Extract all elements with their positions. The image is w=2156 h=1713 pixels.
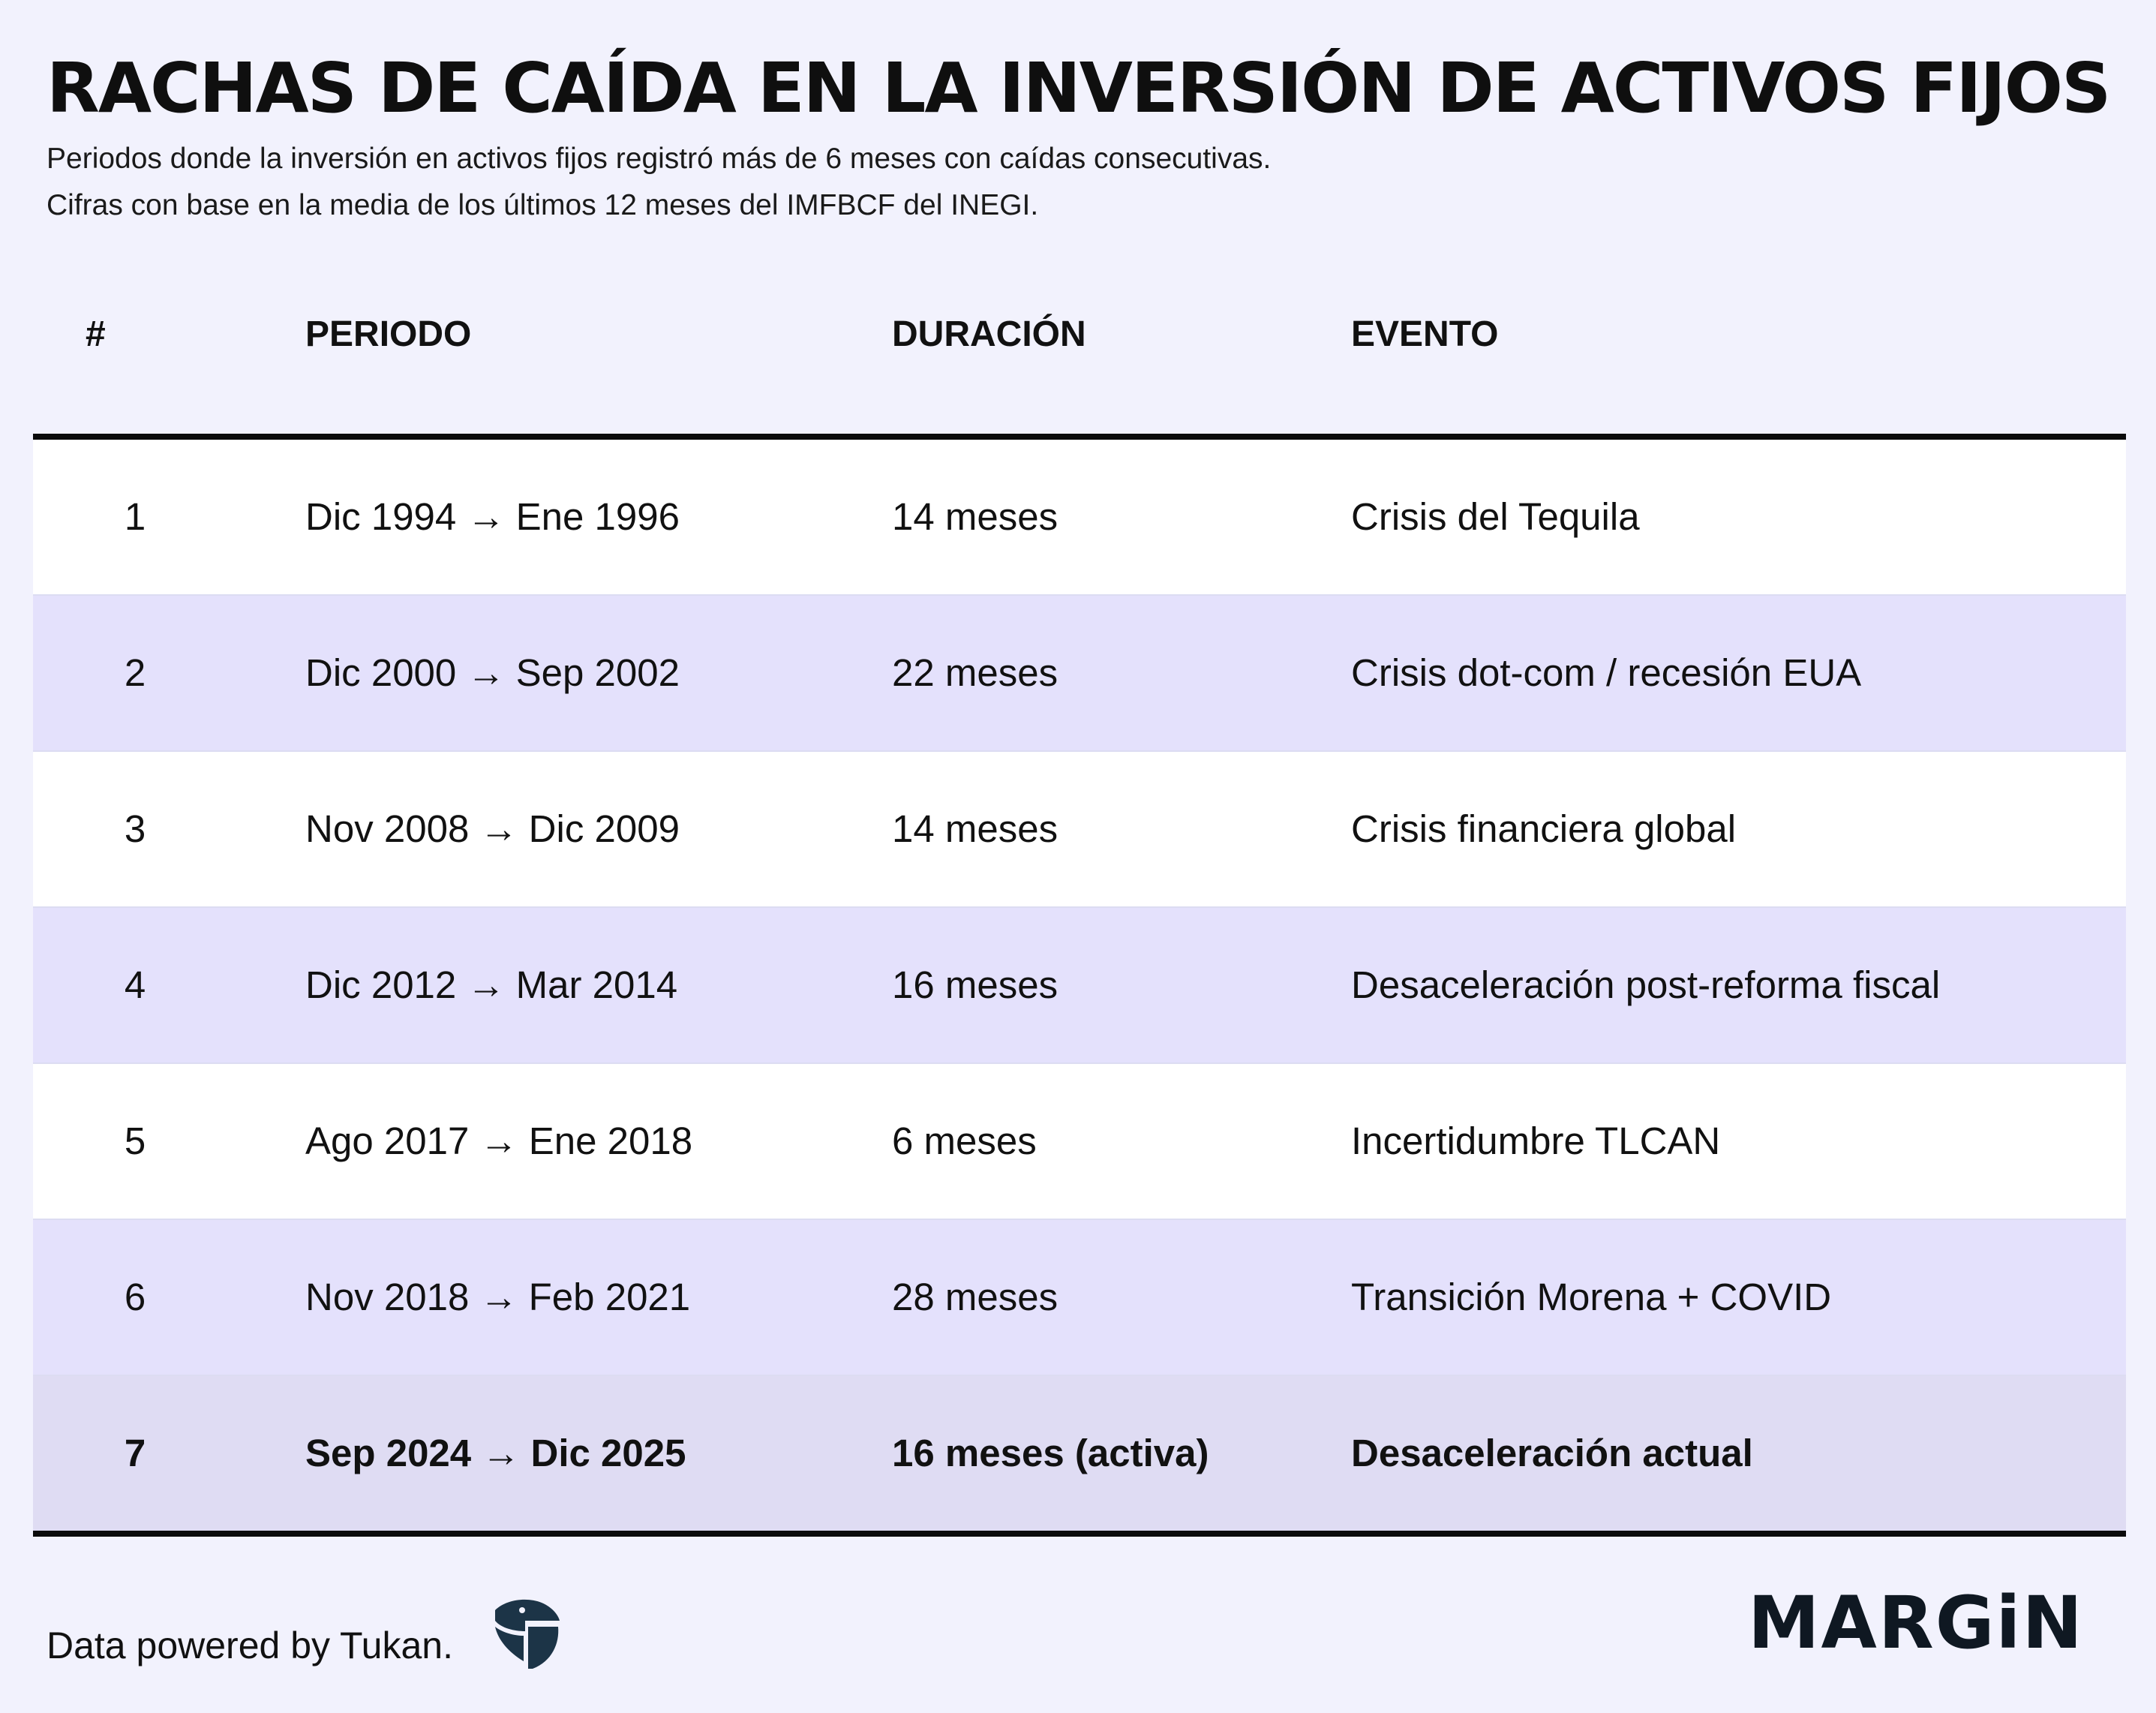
subtitle-line-1: Periodos donde la inversión en activos fijos registró más de 6 meses con caídas consecutivas.: [47, 143, 1272, 175]
cell-periodo: Nov 2018 → Feb 2021: [305, 1276, 691, 1318]
cell-num: 4: [124, 963, 146, 1006]
table-row: [33, 440, 2126, 596]
table-row-current: [33, 1376, 2126, 1531]
table-row: [33, 1064, 2126, 1220]
streaks-table: [33, 278, 2126, 1537]
tukan-logo-icon: [492, 1598, 561, 1670]
header-rule: [33, 434, 2126, 440]
cell-evento: Incertidumbre TLCAN: [1351, 1119, 1721, 1162]
cell-duracion: 6 meses: [892, 1119, 1037, 1162]
cell-duracion: 28 meses: [892, 1276, 1058, 1318]
cell-evento: Crisis del Tequila: [1351, 495, 1640, 538]
cell-num: 1: [124, 495, 146, 538]
cell-duracion: 16 meses: [892, 963, 1058, 1006]
cell-duracion: 16 meses (activa): [892, 1432, 1209, 1474]
cell-periodo: Dic 1994 → Ene 1996: [305, 495, 680, 538]
margin-logo: MARGiN: [1748, 1581, 2084, 1665]
subtitle-line-2: Cifras con base en la media de los últimos 12 meses del IMFBCF del INEGI.: [47, 189, 1039, 221]
cell-duracion: 14 meses: [892, 495, 1058, 538]
column-header-evento: EVENTO: [1351, 314, 1499, 354]
cell-periodo: Nov 2008 → Dic 2009: [305, 807, 680, 850]
page-title: RACHAS DE CAÍDA EN LA INVERSIÓN DE ACTIVOS FIJOS: [47, 48, 2110, 128]
cell-evento: Crisis dot-com / recesión EUA: [1351, 651, 1862, 694]
cell-periodo: Dic 2000 → Sep 2002: [305, 651, 680, 694]
table-row: [33, 1220, 2126, 1376]
cell-num: 2: [124, 651, 146, 694]
cell-periodo: Ago 2017 → Ene 2018: [305, 1119, 693, 1162]
cell-num: 6: [124, 1276, 146, 1318]
column-header-duracion: DURACIÓN: [892, 314, 1086, 354]
cell-evento: Transición Morena + COVID: [1351, 1276, 1832, 1318]
cell-num: 3: [124, 807, 146, 850]
cell-evento: Desaceleración actual: [1351, 1432, 1753, 1474]
column-header-num: #: [86, 314, 106, 354]
cell-periodo: Sep 2024 → Dic 2025: [305, 1432, 686, 1474]
table-row: [33, 596, 2126, 752]
data-credit: Data powered by Tukan.: [47, 1624, 453, 1666]
cell-evento: Desaceleración post-reforma fiscal: [1351, 963, 1941, 1006]
table-row: [33, 908, 2126, 1064]
cell-periodo: Dic 2012 → Mar 2014: [305, 963, 678, 1006]
cell-evento: Crisis financiera global: [1351, 807, 1737, 850]
column-header-periodo: PERIODO: [305, 314, 472, 354]
cell-num: 5: [124, 1119, 146, 1162]
footer-rule: [33, 1531, 2126, 1537]
cell-duracion: 14 meses: [892, 807, 1058, 850]
table-row: [33, 752, 2126, 908]
cell-duracion: 22 meses: [892, 651, 1058, 694]
table-header: [33, 278, 2126, 434]
cell-num: 7: [124, 1432, 146, 1474]
